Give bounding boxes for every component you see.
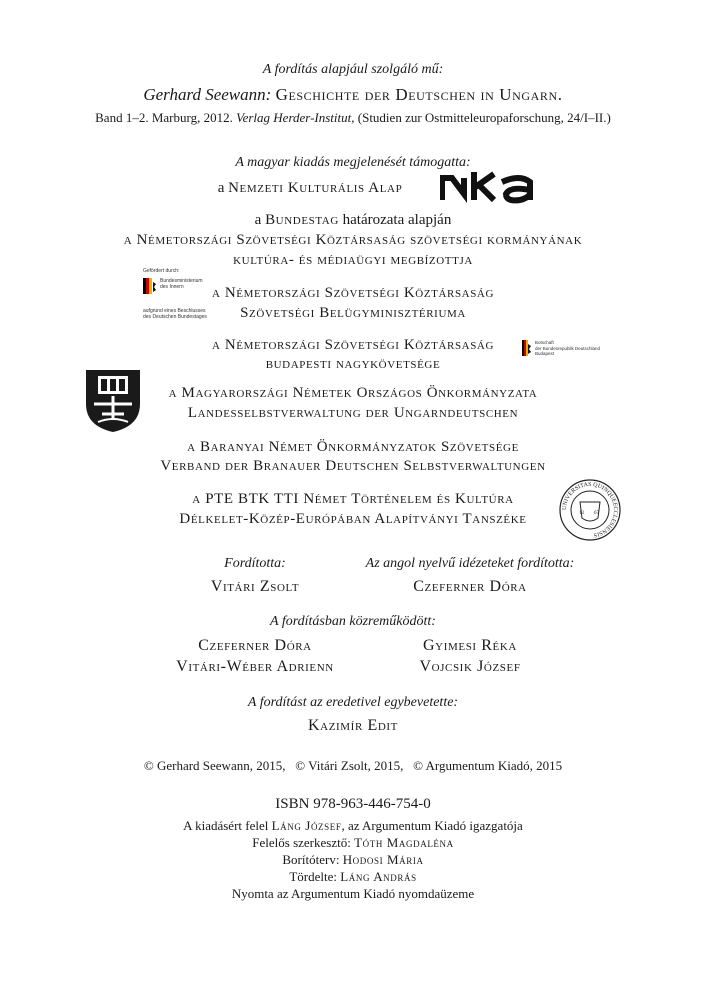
source-details-a: Band 1–2. Marburg, 2012. — [95, 110, 237, 125]
bmi-logo: Gefördert durch: Bundesministerium des Innern aufgrund eines Beschlusses des Deutschen Bundestages — [143, 268, 207, 320]
source-intro: A fordítás alapjául szolgáló mű: — [262, 62, 444, 77]
source-publisher: Verlag Herder-Institut — [236, 110, 352, 125]
editor-line: Felelős szerkesztő: Tóth Magdaléna — [252, 835, 454, 850]
typeset-line: Tördelte: Láng András — [289, 869, 417, 884]
embassy-logo: Botschaft der Bundesrepublik Deutschland Budapest — [522, 340, 612, 362]
compared-label: A fordítást az eredetivel egybevetette: — [247, 695, 459, 710]
contributor-left-1: Czeferner Dóra — [198, 637, 312, 654]
nka-logo-icon — [440, 168, 544, 206]
baranya-line2: Verband der Branauer Deutschen Selbstverwaltungen — [160, 458, 546, 474]
svg-text:UNIVERSITAS QUINQUEECCLESIENSI: UNIVERSITAS QUINQUEECCLESIENSIS — [561, 481, 619, 538]
support-intro: A magyar kiadás megjelenését támogatta: — [235, 155, 471, 170]
english-quotes-by: Czeferner Dóra — [413, 578, 527, 595]
pte-line1: a PTE BTK TTI Német Történelem és Kultúra — [192, 491, 514, 507]
baranya-line1: a Baranyai Német Önkormányzatok Szövetsége — [187, 439, 519, 455]
isbn: ISBN 978-963-446-754-0 — [275, 796, 431, 812]
ldu-line2: Landesselbstverwaltung der Ungarndeutschen — [187, 405, 519, 421]
translated-by-label: Fordította: — [224, 556, 286, 571]
pte-seal — [558, 478, 622, 542]
translated-by: Vitári Zsolt — [210, 578, 300, 595]
compared-by: Kazimír Edit — [308, 717, 398, 734]
bmi-line2: Szövetségi Belügyminisztériuma — [240, 305, 466, 321]
bundestag-line2: a Németországi Szövetségi Köztársaság szövetségi kormányának — [123, 232, 583, 248]
university-seal-icon — [558, 478, 622, 542]
publisher-name: Láng József — [271, 818, 342, 833]
contributor-left-2: Vitári-Wéber Adrienn — [176, 658, 334, 675]
typeset-name: Láng András — [340, 869, 417, 884]
cover-line: Borítóterv: Hodosi Mária — [282, 852, 424, 867]
source-details — [0, 110, 706, 126]
svg-text:67: 67 — [594, 511, 599, 516]
publisher-line: A kiadásért felel Láng József, az Argumentum Kiadó igazgatója — [183, 818, 523, 833]
nka-name: Nemzeti Kulturális Alap — [228, 180, 403, 196]
source-author: Gerhard Seewann: — [143, 85, 272, 104]
english-quotes-label: Az angol nyelvű idézeteket fordította: — [365, 556, 575, 571]
pte-line2: Délkelet-Közép-Európában Alapítványi Tanszéke — [179, 511, 527, 527]
embassy-line1: a Németországi Szövetségi Köztársaság — [211, 337, 495, 353]
bmi-line1: a Németországi Szövetségi Köztársaság — [211, 285, 495, 301]
bundestag-line3: kultúra- és médiaügyi megbízottja — [233, 252, 473, 268]
svg-text:13: 13 — [579, 511, 584, 516]
source-details-b: , (Studien zur Ostmitteleuropaforschung, 24/I–II.) — [351, 110, 611, 125]
nka-logo — [440, 168, 544, 206]
ldu-line1: a Magyarországi Németek Országos Önkormányzata — [168, 385, 538, 401]
editor-name: Tóth Magdaléna — [354, 835, 454, 850]
source-title: Geschichte der Deutschen in Ungarn. — [275, 85, 563, 104]
copyright-line: © Gerhard Seewann, 2015, © Vitári Zsolt, 2015, © Argumentum Kiadó, 2015 — [143, 758, 563, 773]
contributors-label: A fordításban közreműködött: — [270, 614, 436, 629]
cover-name: Hodosi Mária — [342, 852, 424, 867]
bundestag-line1: a Bundestag határozata alapján — [254, 212, 452, 228]
federal-eagle-icon — [522, 340, 532, 356]
contributor-right-1: Gyimesi Réka — [423, 637, 517, 654]
source-title-line — [0, 85, 706, 105]
printer-line: Nyomta az Argumentum Kiadó nyomdaüzeme — [231, 886, 475, 901]
nka-line: a Nemzeti Kulturális Alap — [217, 180, 403, 196]
contributor-right-2: Vojcsik József — [419, 658, 521, 675]
embassy-line2: budapesti nagykövetsége — [265, 356, 441, 372]
